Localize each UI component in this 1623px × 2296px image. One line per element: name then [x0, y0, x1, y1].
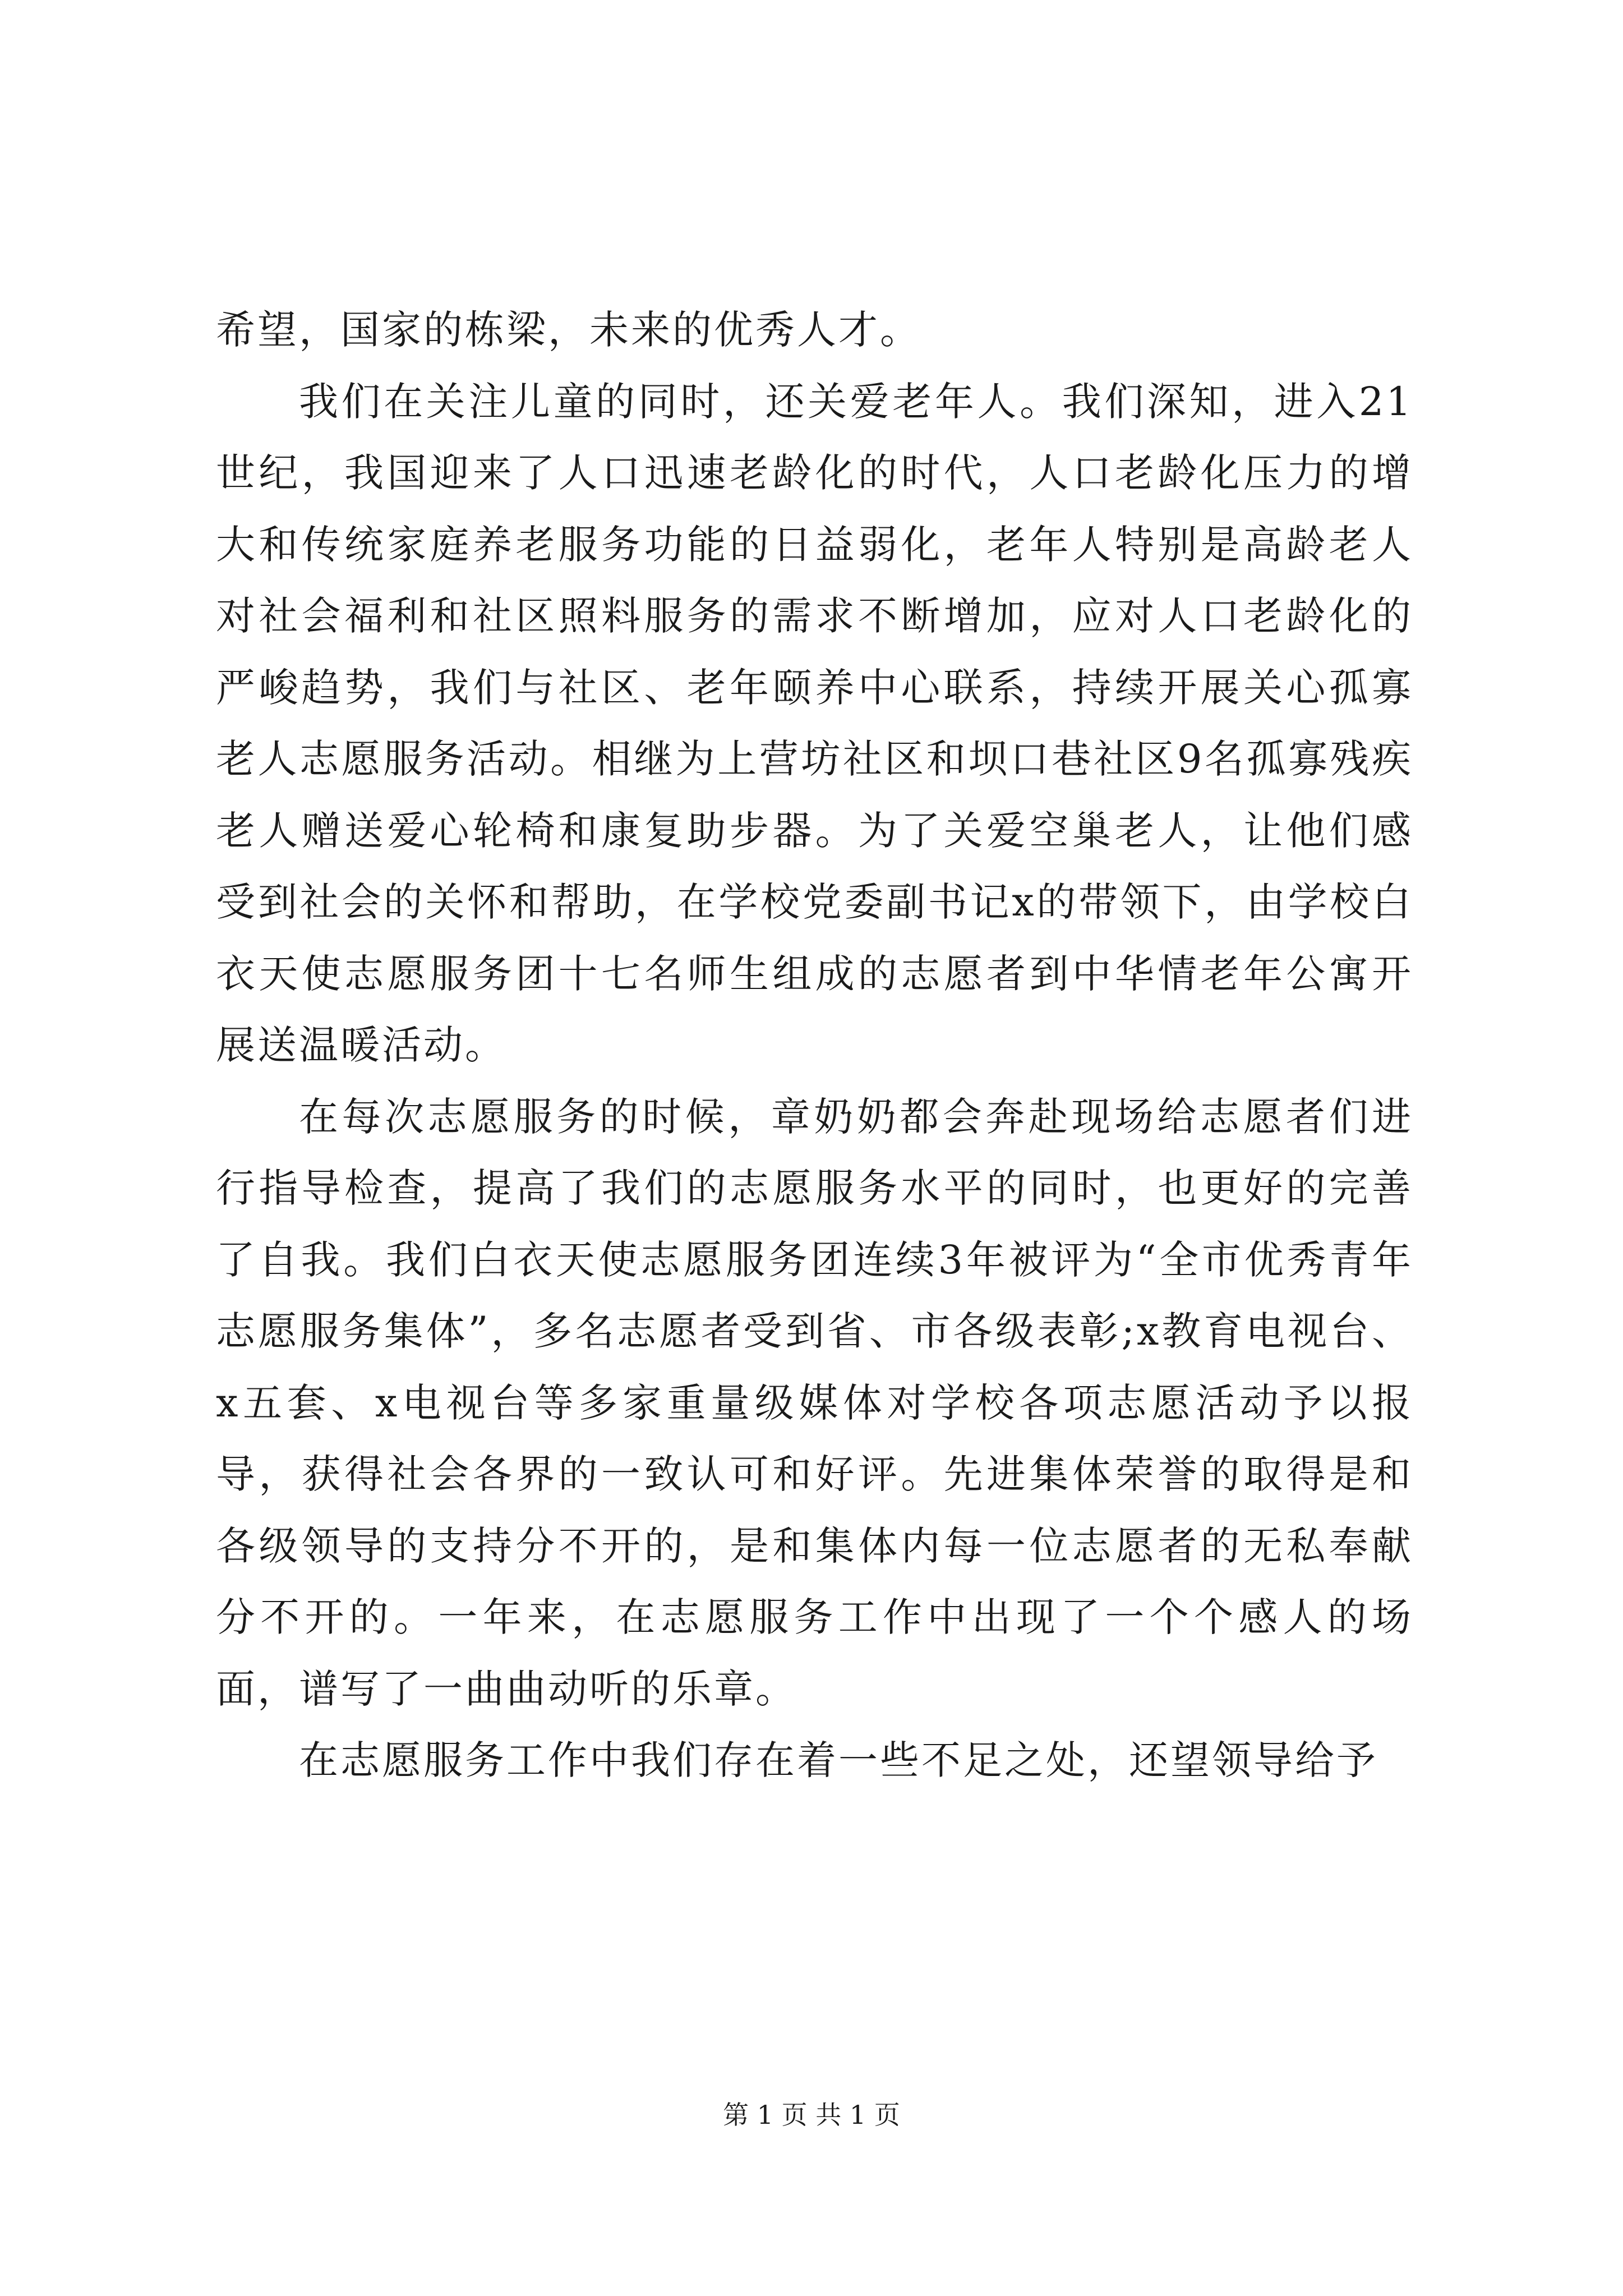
paragraph-4: 在志愿服务工作中我们存在着一些不足之处，还望领导给予 — [299, 1737, 1378, 1783]
page-number-footer: 第 1 页 共 1 页 — [723, 2100, 900, 2130]
paragraph-1: 希望，国家的栋梁，未来的优秀人才。 — [216, 307, 921, 353]
paragraph-2: 我们在关注儿童的同时，还关爱老年人。我们深知，进入21世纪，我国迎来了人口迅速老龄化的时代，人口老龄化压力的增大和传统家庭养老服务功能的日益弱化，老年人特别是高龄老人对社会福利和社区照料服务的需求不断增加，应对人口老龄化的严峻趋势，我们与社区、老年颐养中心联系，持续开展关心孤寡老人志愿服务活动。相继为上营坊社区和坝口巷社区9名孤寡残疾老人赠送爱心轮椅和康复助步器。为了关爱空巢老人，让他们感受到社会的关怀和帮助，在学校党委副书记x的带领下，由学校白衣天使志愿服务团十七名师生组成的志愿者到中华情老年公寓开展送温暖活动。 — [216, 378, 1413, 1068]
paragraph-3: 在每次志愿服务的时候，章奶奶都会奔赴现场给志愿者们进行指导检查，提高了我们的志愿服务水平的同时，也更好的完善了自我。我们白衣天使志愿服务团连续3年被评为“全市优秀青年志愿服务集体”，多名志愿者受到省、市各级表彰;x教育电视台、x五套、x电视台等多家重量级媒体对学校各项志愿活动予以报导，获得社会各界的一致认可和好评。先进集体荣誉的取得是和各级领导的支持分不开的，是和集体内每一位志愿者的无私奉献分不开的。一年来，在志愿服务工作中出现了一个个感人的场面，谱写了一曲曲动听的乐章。 — [216, 1093, 1413, 1712]
document-body — [216, 295, 1413, 1797]
